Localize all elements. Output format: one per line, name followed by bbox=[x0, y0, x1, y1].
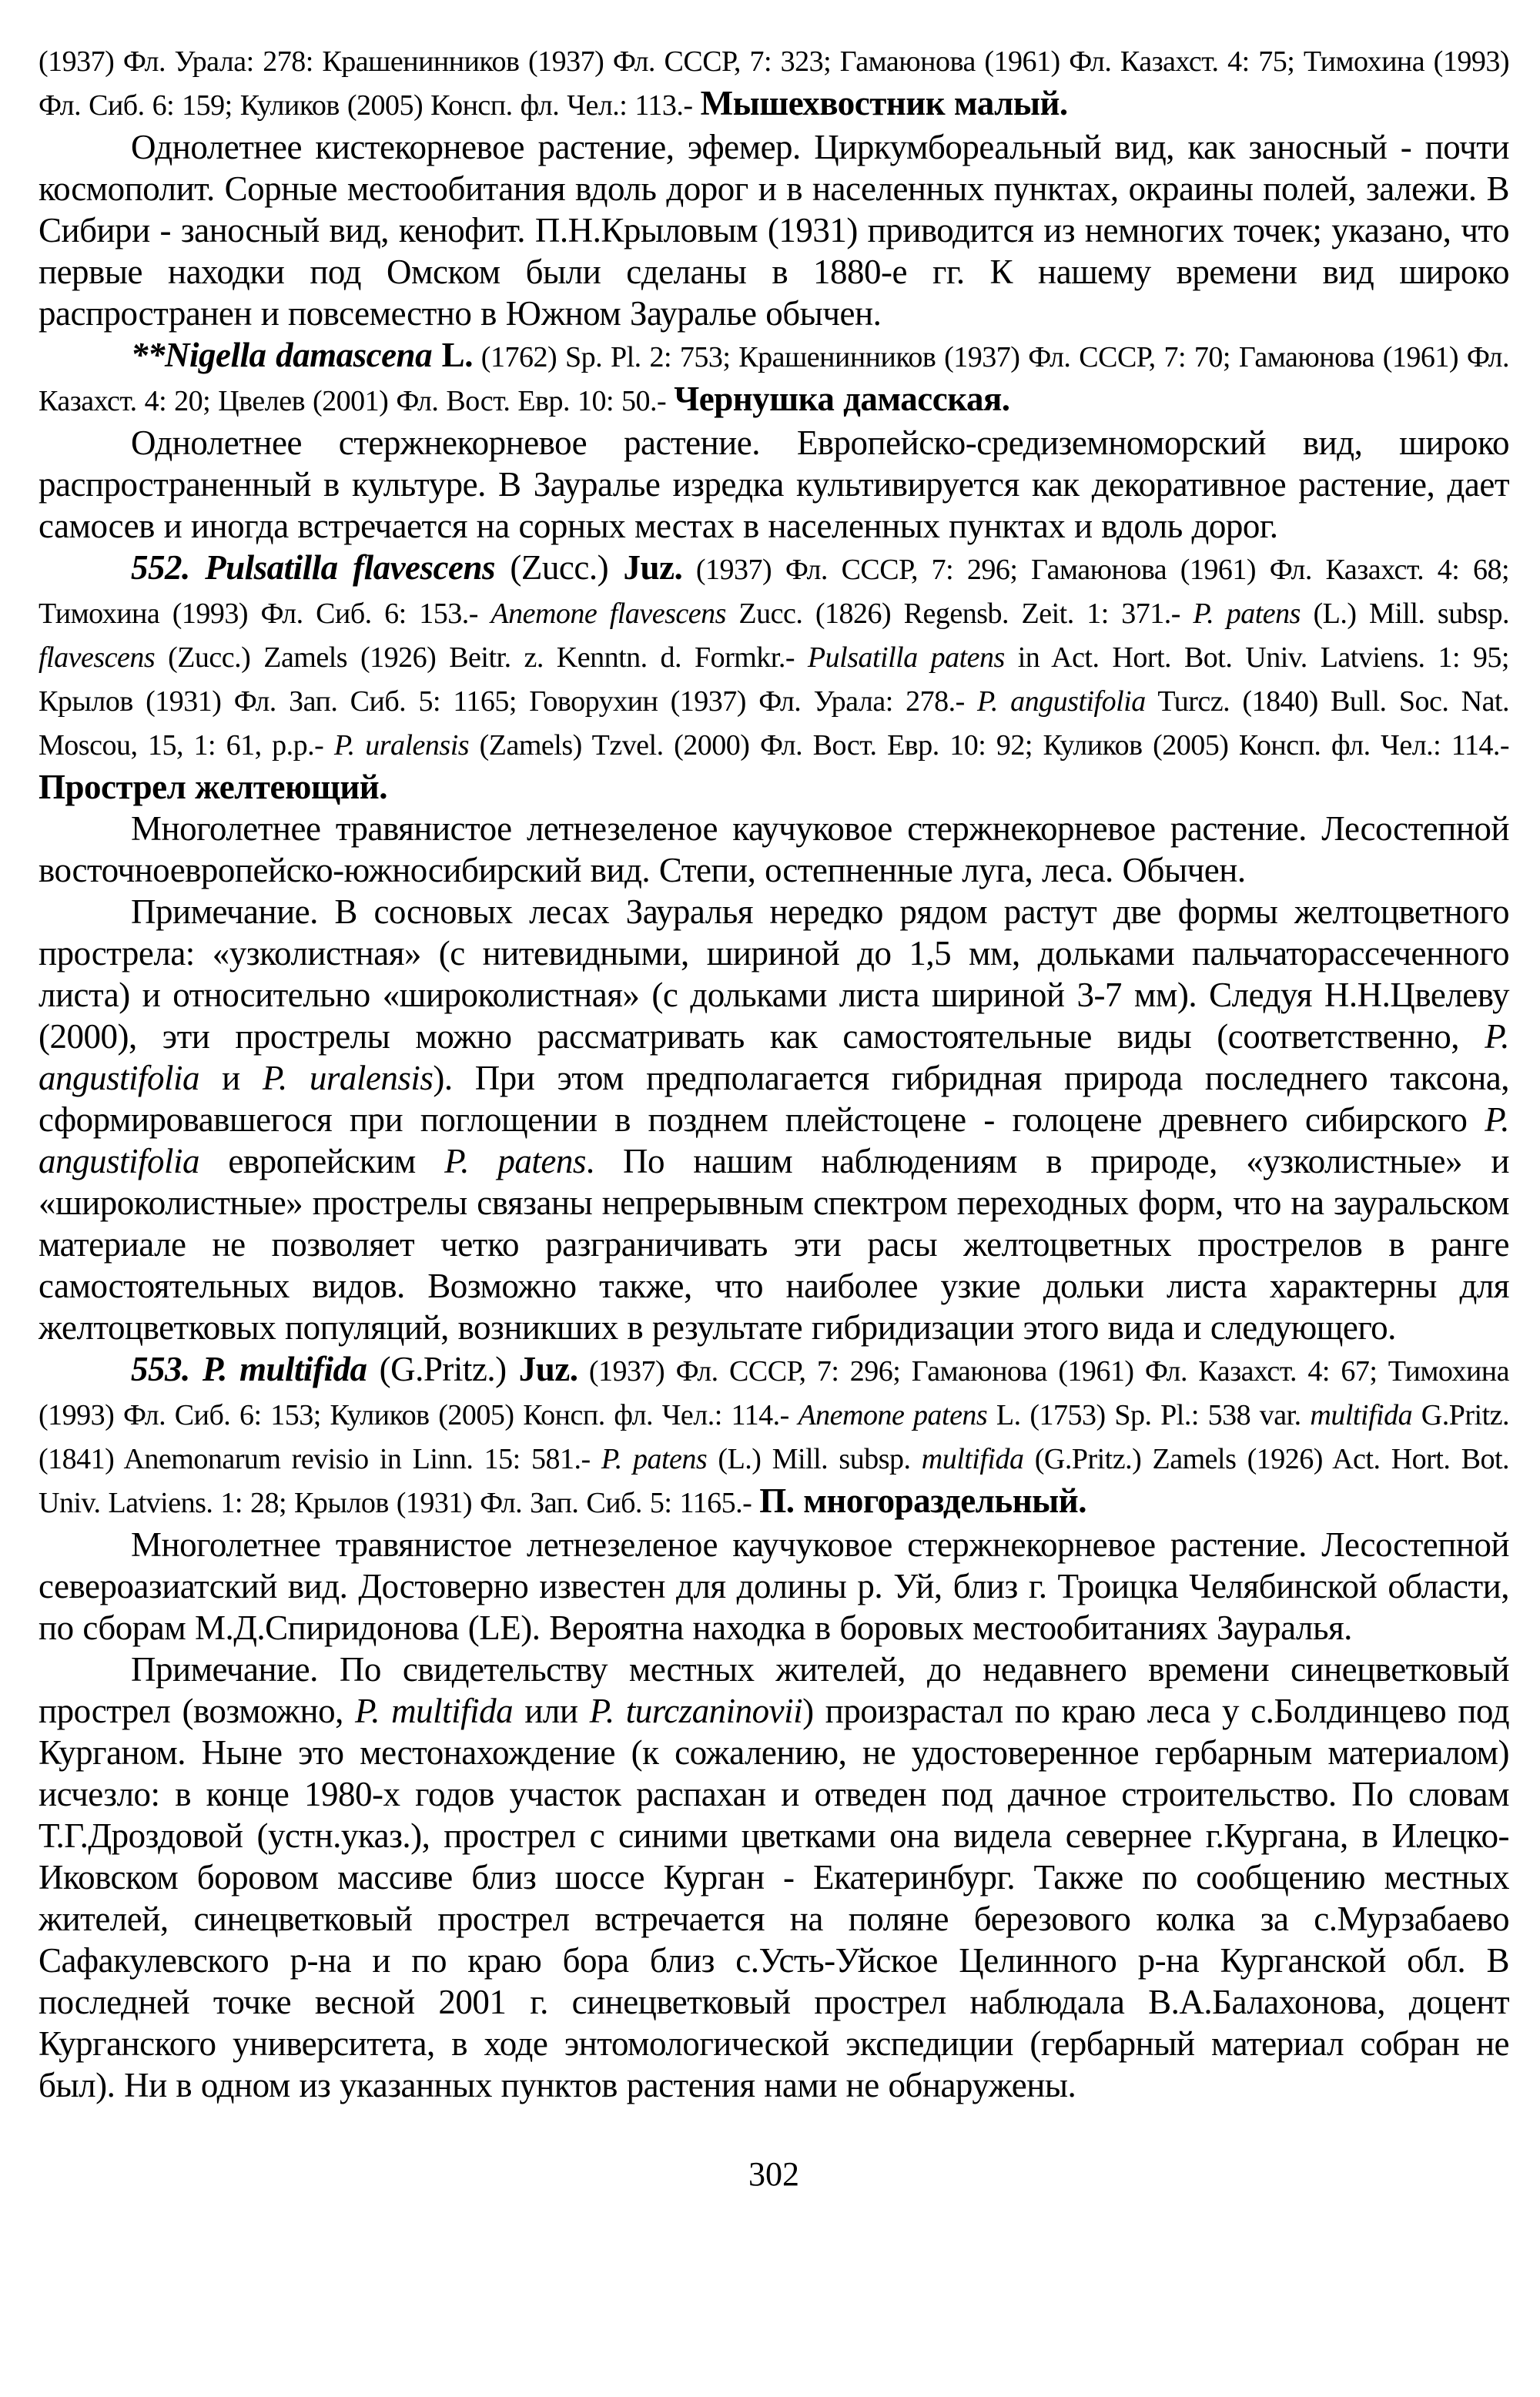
text-run: multifida bbox=[1310, 1399, 1413, 1431]
text-run: 552. Pulsatilla flavescens bbox=[131, 548, 496, 587]
text-run: Anemone flavescens bbox=[490, 598, 726, 630]
text-run: Juz. bbox=[518, 1350, 578, 1388]
text-run: P. uralensis bbox=[262, 1059, 434, 1097]
text-run: Мышехвостник малый. bbox=[700, 84, 1068, 122]
text-run: L. bbox=[432, 336, 473, 374]
text-run: P. uralensis bbox=[333, 729, 470, 762]
text-run: P. patens bbox=[444, 1142, 586, 1180]
text-run: **Nigella damascena bbox=[131, 336, 433, 374]
pulsatilla-flavescens-description bbox=[38, 808, 1509, 891]
text-run: Многолетнее травянистое летнезеленое каучуковое стержнекорневое растение. Лесостепной североазиатский вид. Достоверно известен для долины р. Уй, близ г. Троицка Челябинской области, по сборам М.Д.Спиридонова (LE). Вероятна находка в боровых местообитаниях Зауралья. bbox=[38, 1525, 1509, 1647]
text-run: (L.) Mill. subsp. bbox=[707, 1443, 922, 1475]
nigella-heading-citation bbox=[38, 334, 1509, 422]
text-run: multifida bbox=[921, 1443, 1024, 1475]
text-run: и bbox=[199, 1059, 263, 1097]
text-run: P. patens bbox=[1193, 598, 1301, 630]
page-number: 302 bbox=[748, 2155, 799, 2193]
text-run: P. angustifolia bbox=[38, 1017, 1509, 1097]
text-run: (G.Pritz.) Zamels (1926) Act. Hort. Bot. Univ. Latviens. 1: 28; Крылов (1931) Фл. Зап. Сиб. 5: 1165.- bbox=[38, 1443, 1509, 1519]
pulsatilla-multifida-note bbox=[38, 1649, 1509, 2106]
text-run: Turcz. (1840) Bull. Soc. Nat. Moscou, 15, 1: 61, p.p.- bbox=[38, 685, 1509, 762]
text-run: in Act. Hort. Bot. Univ. Latviens. 1: 95; Крылов (1931) Фл. Зап. Сиб. 5: 1165; Говорухин (1937) Фл. Урала: 278.- bbox=[38, 641, 1509, 718]
text-run: G.Pritz. (1841) Anemonarum revisio in Linn. 15: 581.- bbox=[38, 1399, 1510, 1475]
text-run: или bbox=[513, 1692, 590, 1730]
page-text bbox=[38, 38, 1509, 2106]
text-run: P. angustifolia bbox=[38, 1100, 1509, 1180]
pulsatilla-multifida-description bbox=[38, 1524, 1509, 1649]
text-run: Примечание. В сосновых лесах Зауралья нередко рядом растут две формы желтоцветного прострела: «узколистная» (с нитевидными, шириной до 1,5 мм, дольками пальчаторассеченного листа) и относительно «широколистная» (с дольками листа шириной 3-7 мм). Следуя Н.Н.Цвелеву (2000), эти прострелы можно рассматривать как самостоятельные виды (соответственно, bbox=[38, 892, 1509, 1056]
text-run: Zucc. (1826) Regensb. Zeit. 1: 371.- bbox=[725, 598, 1194, 630]
text-run: (Zucc.) Zamels (1926) Beitr. z. Kenntn. d. Formkr.- bbox=[155, 641, 808, 674]
text-run: ). При этом предполагается гибридная природа последнего таксона, сформировавшегося при поглощении в позднем плейстоцене - голоцене древнего сибирского bbox=[38, 1059, 1510, 1139]
text-run: Pulsatilla patens bbox=[807, 641, 1005, 674]
text-run: P. multifida bbox=[355, 1692, 514, 1730]
nigella-description bbox=[38, 422, 1509, 547]
text-run: . По нашим наблюдениям в природе, «узколистные» и «широколистные» прострелы связаны непрерывным спектром переходных форм, что на зауральском материале не позволяет четко разграничивать эти расы желтоцветных прострелов в ранге самостоятельных видов. Возможно также, что наиболее узкие дольки листа характерны для желтоцветковых популяций, возникших в результате гибридизации этого вида и следующего. bbox=[38, 1142, 1509, 1347]
text-run: P. angustifolia bbox=[977, 685, 1146, 718]
text-run: 553. P. multifida bbox=[131, 1350, 367, 1388]
text-run: (1762) Sp. Pl. 2: 753; Крашенинников (1937) Фл. СССР, 7: 70; Гамаюнова (1961) Фл. Казахст. 4: 20; Цвелев (2001) Фл. Вост. Евр. 10: 50.- bbox=[38, 341, 1510, 417]
text-run: (1937) Фл. СССР, 7: 296; Гамаюнова (1961) Фл. Казахст. 4: 68; Тимохина (1993) Фл. Сиб. 6: 153.- bbox=[38, 554, 1509, 630]
text-run: ) произрастал по краю леса у с.Болдинцево под Курганом. Ныне это местонахождение (к сожалению, не удостоверенное гербарным материалом) исчезло: в конце 1980-х годов участок распахан и отведен под дачное строительство. По словам Т.Г.Дроздовой (устн.указ.), прострел с синими цветками она видела севернее г.Кургана, в Илецко-Иковском боровом массиве близ шоссе Курган - Екатеринбург. Также по сообщению местных жителей, синецветковый прострел встречается на поляне березового колка за с.Мурзабаево Сафакулевского р-на и по краю бора близ с.Усть-Уйское Целинного р-на Курганской обл. В последней точке весной 2001 г. синецветковый прострел наблюдала В.А.Балахонова, доцент Курганского университета, в ходе энтомологической экспедиции (гербарный материал собран не был). Ни в одном из указанных пунктов растения нами не обнаружены. bbox=[38, 1692, 1510, 2104]
text-run: flavescens bbox=[38, 641, 156, 674]
pulsatilla-flavescens-heading-citation bbox=[38, 547, 1509, 808]
myosurus-citation-continuation bbox=[38, 38, 1509, 126]
pulsatilla-multifida-heading-citation bbox=[38, 1348, 1509, 1524]
text-run: (G.Pritz.) bbox=[367, 1350, 519, 1388]
text-run: P. turczaninovii bbox=[589, 1692, 803, 1730]
text-run: Примечание. По свидетельству местных жителей, до недавнего времени синецветковый прострел (возможно, bbox=[38, 1650, 1509, 1730]
text-run: Однолетнее стержнекорневое растение. Европейско-средиземноморский вид, широко распространенный в культуре. В Зауралье изредка культивируется как декоративное растение, дает самосев и иногда встречается на сорных местах в населенных пунктах и вдоль дорог. bbox=[38, 423, 1509, 545]
text-run: европейским bbox=[199, 1142, 445, 1180]
pulsatilla-flavescens-note bbox=[38, 891, 1509, 1348]
text-run: Прострел желтеющий. bbox=[38, 768, 387, 806]
text-run: Чернушка дамасская. bbox=[674, 380, 1010, 418]
text-run: Многолетнее травянистое летнезеленое каучуковое стержнекорневое растение. Лесостепной восточноевропейско-южносибирский вид. Степи, остепненные луга, леса. Обычен. bbox=[38, 809, 1509, 889]
text-run: (Zucc.) bbox=[495, 548, 624, 587]
text-run: Anemone patens bbox=[798, 1399, 988, 1431]
text-run: П. многораздельный. bbox=[759, 1481, 1086, 1520]
text-run: P. patens bbox=[601, 1443, 708, 1475]
text-run: Juz. bbox=[623, 548, 683, 587]
myosurus-description bbox=[38, 126, 1509, 334]
text-run: (1937) Фл. Урала: 278: Крашенинников (1937) Фл. СССР, 7: 323; Гамаюнова (1961) Фл. Казахст. 4: 75; Тимохина (1993) Фл. Сиб. 6: 159; Куликов (2005) Консп. фл. Чел.: 113.- bbox=[38, 45, 1509, 122]
text-run: L. (1753) Sp. Pl.: 538 var. bbox=[987, 1399, 1311, 1431]
text-run: (L.) Mill. subsp. bbox=[1300, 598, 1510, 630]
text-run: Однолетнее кистекорневое растение, эфемер. Циркумбореальный вид, как заносный - почти космополит. Сорные местообитания вдоль дорог и в населенных пунктах, окраины полей, залежи. В Сибири - заносный вид, кенофит. П.Н.Крыловым (1931) приводится из немногих точек; указано, что первые находки под Омском были сделаны в 1880-е гг. К нашему времени вид широко распространен и повсеместно в Южном Зауралье обычен. bbox=[38, 128, 1509, 333]
text-run: (1937) Фл. СССР, 7: 296; Гамаюнова (1961) Фл. Казахст. 4: 67; Тимохина (1993) Фл. Сиб. 6: 153; Куликов (2005) Консп. фл. Чел.: 114.- bbox=[38, 1355, 1509, 1431]
text-run: (Zamels) Tzvel. (2000) Фл. Вост. Евр. 10: 92; Куликов (2005) Консп. фл. Чел.: 114.- bbox=[469, 729, 1510, 762]
